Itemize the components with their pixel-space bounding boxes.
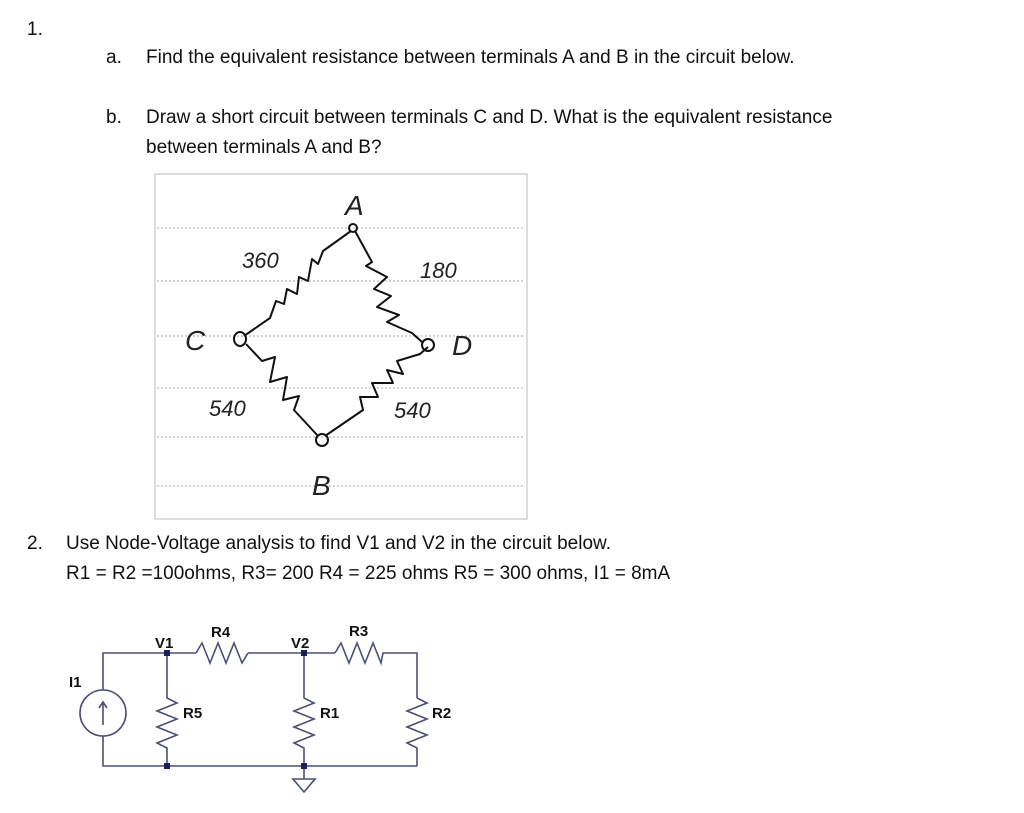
question-2-number: 2. xyxy=(27,533,43,554)
question-1a-text: Find the equivalent resistance between terminals A and B in the circuit below. xyxy=(146,47,795,68)
resistor-r3 xyxy=(335,643,417,698)
question-1a-marker: a. xyxy=(106,47,122,68)
r2-label: R2 xyxy=(432,705,452,722)
wire xyxy=(103,736,417,766)
resistor-r5 xyxy=(157,653,177,766)
r1-label: R1 xyxy=(320,705,340,722)
resistor-r2 xyxy=(407,698,427,766)
resistor-r1 xyxy=(294,653,314,766)
question-2-line1: Use Node-Voltage analysis to find V1 and V2 in the circuit below. xyxy=(66,533,611,554)
node-b-label: B xyxy=(312,470,331,501)
arrow-up-icon xyxy=(99,702,107,725)
question-1-number: 1. xyxy=(27,19,43,40)
node-voltage-circuit xyxy=(80,643,427,792)
question-1b-marker: b. xyxy=(106,107,122,128)
node-b-terminal xyxy=(316,434,328,446)
node-d-terminal xyxy=(422,339,434,351)
node-d-label: D xyxy=(452,330,473,361)
bridge-diagram xyxy=(155,174,527,519)
resistor-540-left-label: 540 xyxy=(209,396,246,421)
question-2-line2: R1 = R2 =100ohms, R3= 200 R4 = 225 ohms R5 = 300 ohms, I1 = 8mA xyxy=(66,563,671,584)
i1-label: I1 xyxy=(69,674,82,691)
node-c-label: C xyxy=(185,325,206,356)
resistor-r4 xyxy=(196,643,248,663)
v1-label: V1 xyxy=(155,635,174,652)
resistor-180-label: 180 xyxy=(420,258,457,283)
resistor-360-label: 360 xyxy=(242,248,279,273)
r5-label: R5 xyxy=(183,705,203,722)
v2-label: V2 xyxy=(291,635,310,652)
r3-label: R3 xyxy=(349,623,369,640)
resistor-180 xyxy=(355,231,422,342)
resistor-360 xyxy=(244,231,351,336)
node-dot xyxy=(164,763,170,769)
question-1b-text-line1: Draw a short circuit between terminals C and D. What is the equivalent resistance xyxy=(146,107,833,128)
node-c-terminal xyxy=(234,332,246,346)
ground-icon xyxy=(293,766,315,792)
question-1b-text-line2: between terminals A and B? xyxy=(146,137,382,158)
node-dot xyxy=(301,763,307,769)
node-a-label: A xyxy=(345,190,364,221)
resistor-540-right-label: 540 xyxy=(394,398,431,423)
resistor-540-left xyxy=(246,344,318,436)
r4-label: R4 xyxy=(211,624,231,641)
wire xyxy=(103,653,196,690)
